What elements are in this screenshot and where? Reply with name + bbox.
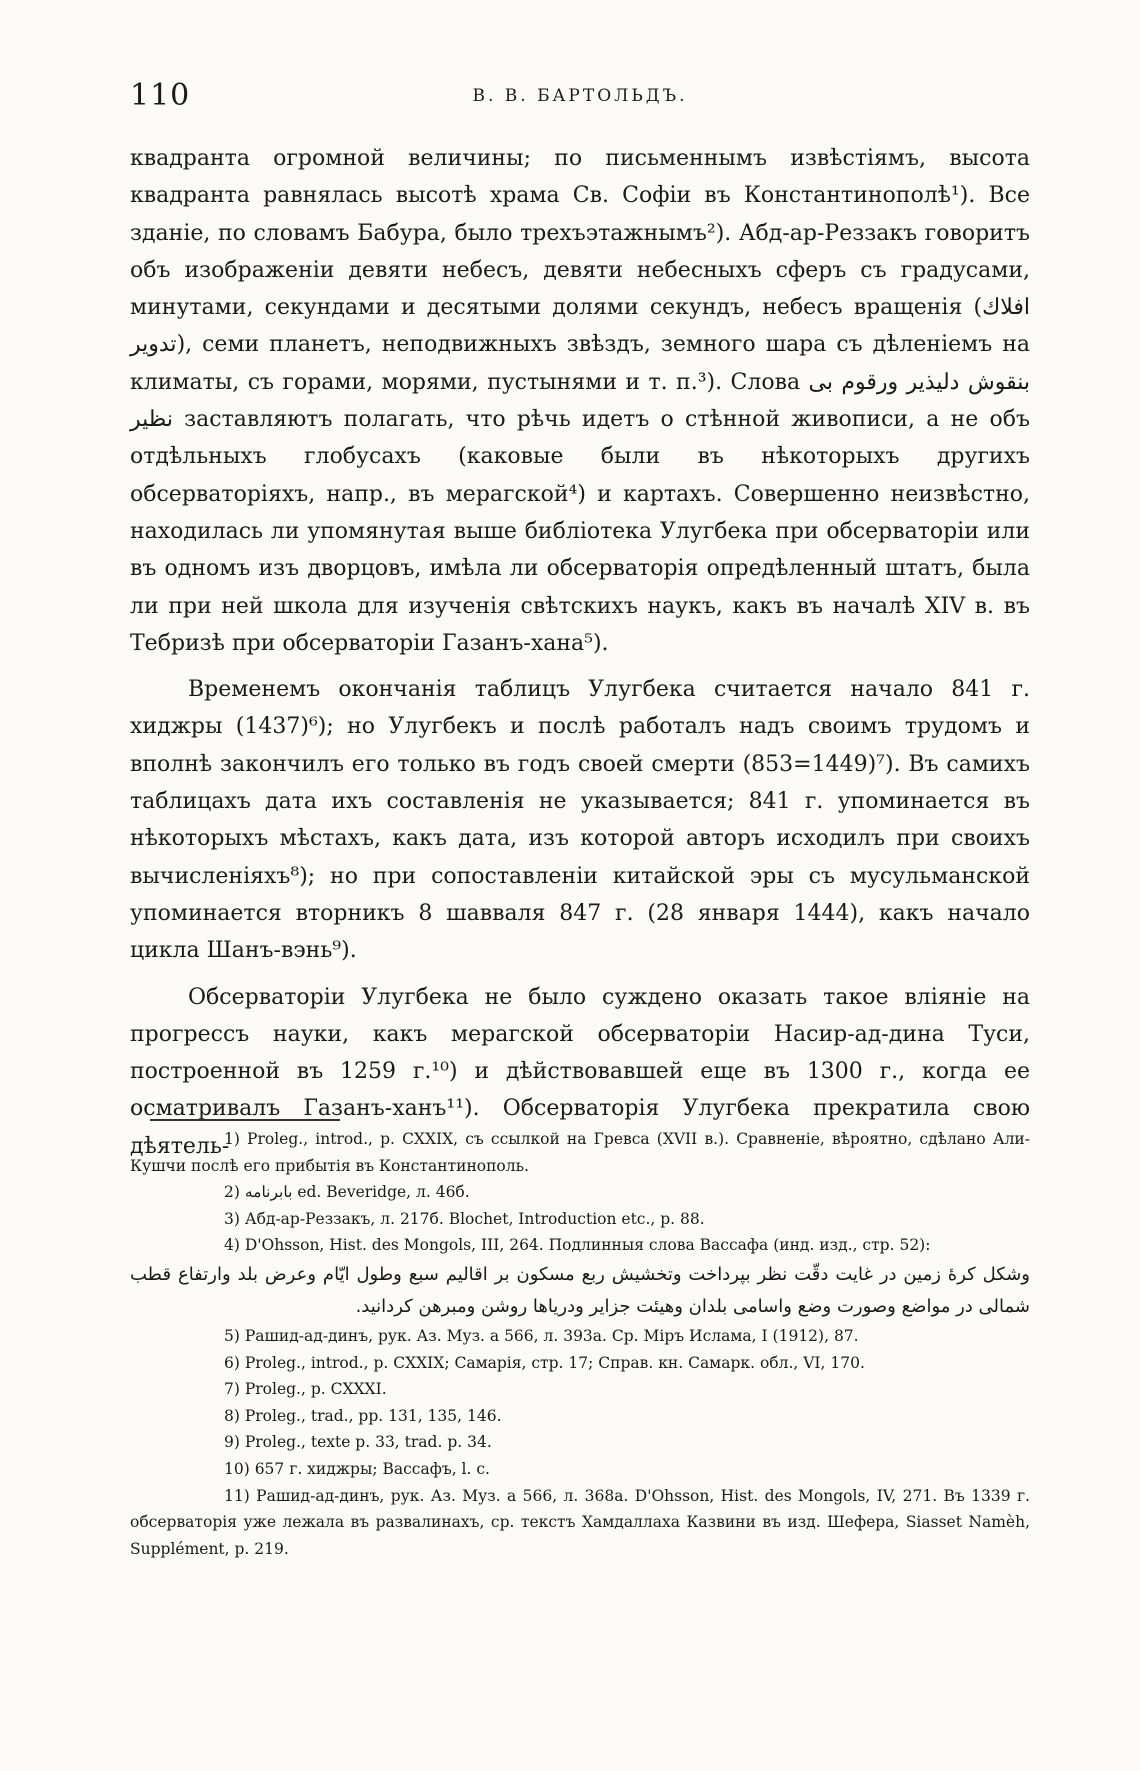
footnote-8: 8) Proleg., trad., pp. 131, 135, 146.: [224, 1406, 502, 1425]
footnote-4: 4) D'Ohsson, Hist. des Mongols, III, 264. Подлинныя слова Вассафа (инд. изд., стр. 52):: [224, 1236, 931, 1255]
paragraph-3: Обсерваторіи Улугбека не было суждено оказать такое вліяніе на прогрессъ науки, какъ мерагской обсерваторіи Насир-ад-дина Туси, построенной въ 1259 г.¹⁰) и дѣйствовавшей еще въ 1300 г., когда ее осматривалъ Газанъ-ханъ¹¹). Обсерваторія Улугбека прекратила свою дѣятель-: [130, 984, 1030, 1159]
main-text: [130, 140, 1030, 1174]
footnote-3: 3) Абд-ар-Реззакъ, л. 217б. Blochet, Introduction etc., p. 88.: [224, 1209, 705, 1228]
running-head: В. В. БАРТОЛЬДЪ.: [472, 86, 688, 106]
footnote-7: 7) Proleg., p. CXXXI.: [224, 1380, 387, 1399]
page-header: [130, 78, 1030, 118]
footnote-1: 1) Proleg., introd., p. CXXIX, съ ссылкой на Гревса (XVII в.). Сравненіе, вѣроятно, сдѣлано Али-Кушчи послѣ его прибытія въ Константинополь.: [130, 1130, 1030, 1175]
paragraph-1: квадранта огромной величины; по письменнымъ извѣстіямъ, высота квадранта равнялась высотѣ храма Св. Софіи въ Константинополѣ¹). Все зданіе, по словамъ Бабура, было трехъэтажнымъ²). Абд-ар-Реззакъ говоритъ объ изображеніи девяти небесъ, девяти небесныхъ сферъ съ градусами, минутами, секундами и десятыми долями секундъ, небесъ вращенія (افلاك تدوير), семи планетъ, неподвижныхъ звѣздъ, земного шара съ дѣленіемъ на климаты, съ горами, морями, пустынями и т. п.³). Слова بنقوش دليذير ورقوم بى نظير заставляютъ полагать, что рѣчь идетъ о стѣнной живописи, а не объ отдѣльныхъ глобусахъ (каковые были въ нѣкоторыхъ другихъ обсерваторіяхъ, напр., въ мерагской⁴) и картахъ. Совершенно неизвѣстно, находилась ли упомянутая выше библіотека Улугбека при обсерваторіи или въ одномъ изъ дворцовъ, имѣла ли обсерваторія опредѣленный штатъ, была ли при ней школа для изученія свѣтскихъ наукъ, какъ въ началѣ XIV в. въ Тебризѣ при обсерваторіи Газанъ-хана⁵).: [130, 146, 1031, 656]
footnote-6: 6) Proleg., introd., p. CXXIX; Самарія, стр. 17; Справ. кн. Самарк. обл., VI, 170.: [224, 1353, 865, 1372]
footnote-10: 10) 657 г. хиджры; Вассафъ, l. c.: [224, 1459, 490, 1478]
footnote-rule: [150, 1119, 340, 1121]
paragraph-2: Временемъ окончанія таблицъ Улугбека считается начало 841 г. хиджры (1437)⁶); но Улугбекъ и послѣ работалъ надъ своимъ трудомъ и вполнѣ закончилъ его только въ годъ своей смерти (853=1449)⁷). Въ самихъ таблицахъ дата ихъ составленія не указывается; 841 г. упоминается въ нѣкоторыхъ мѣстахъ, какъ дата, изъ которой авторъ исходилъ при своихъ вычисленіяхъ⁸); но при сопоставленіи китайской эры съ мусульманской упоминается вторникъ 8 шавваля 847 г. (28 января 1444), какъ начало цикла Шанъ-вэнь⁹).: [130, 677, 1030, 964]
footnote-11: 11) Рашид-ад-динъ, рук. Аз. Муз. a 566, л. 368а. D'Ohsson, Hist. des Mongols, IV, 271. Въ 1339 г. обсерваторія уже лежала въ развалинахъ, ср. текстъ Хамдаллаха Казвини въ изд. Шефера, Siasset Namèh, Supplément, p. 219.: [130, 1486, 1030, 1558]
footnotes: [130, 1126, 1030, 1562]
page-number: 110: [130, 78, 191, 113]
footnote-9: 9) Proleg., texte p. 33, trad. p. 34.: [224, 1433, 492, 1452]
footnote-5: 5) Рашид-ад-динъ, рук. Аз. Муз. a 566, л. 393а. Ср. Міръ Ислама, I (1912), 87.: [224, 1326, 859, 1345]
footnote-4-arabic-quote: وشكل كرهٔ زمين در غايت دقّت نظر بپرداخت وتخشيش ربع مسكون بر اقاليم سبع وطول ايّام وعرض بلد وارتفاع قطب شمالى در مواضع وصورت وضع واسامى بلدان وهيئت جزاير ودرياها روشن ومبرهن كردانيد.: [130, 1263, 1030, 1317]
footnote-2: 2) بابرنامه ed. Beveridge, л. 46б.: [224, 1183, 470, 1202]
